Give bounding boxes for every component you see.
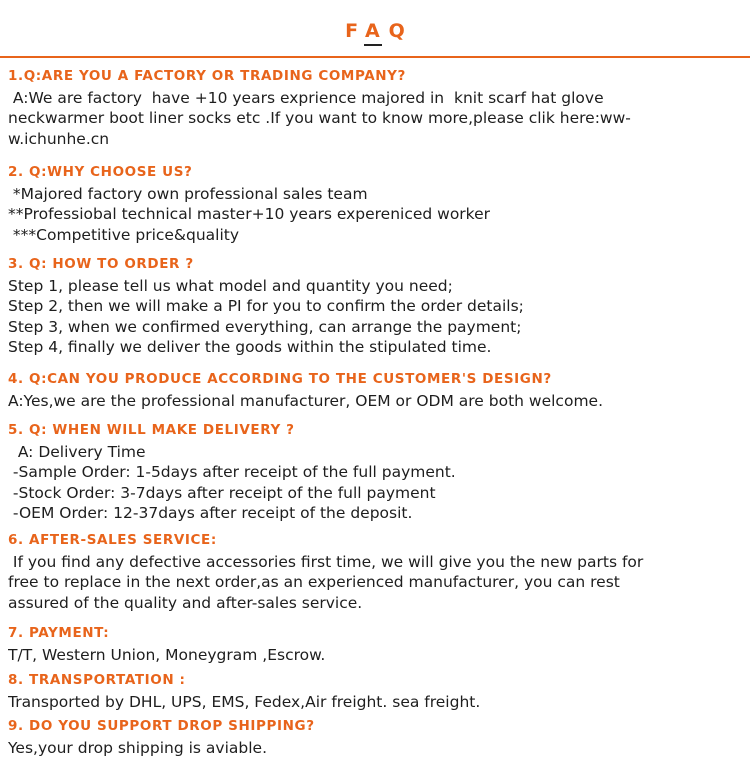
faq-answer-line: A:Yes,we are the professional manufacturer, OEM or ODM are both welcome. xyxy=(8,392,604,410)
faq-answer-line: *Majored factory own professional sales team xyxy=(8,185,368,203)
faq-item-4 xyxy=(8,369,743,411)
faq-answer-line: ***Competitive price&quality xyxy=(8,225,240,244)
faq-item-7 xyxy=(8,623,743,665)
faq-answer-line: **Professiobal technical master+10 years expereniced worker xyxy=(8,205,491,224)
faq-question: 9. DO YOU SUPPORT DROP SHIPPING? xyxy=(8,718,315,734)
faq-answer-line: Yes,your drop shipping is aviable. xyxy=(8,739,268,757)
faq-header xyxy=(0,18,750,44)
faq-question: 1.Q:ARE YOU A FACTORY OR TRADING COMPANY? xyxy=(8,68,406,84)
faq-item-5 xyxy=(8,420,743,523)
faq-item-6 xyxy=(8,530,743,613)
title-underline xyxy=(364,44,382,46)
faq-answer-line: Step 3, when we confirmed everything, can arrange the payment; xyxy=(8,317,522,336)
faq-item-9 xyxy=(8,716,743,758)
faq-question: 2. Q:WHY CHOOSE US? xyxy=(8,164,193,180)
faq-answer-line: Step 4, finally we deliver the goods within the stipulated time. xyxy=(8,337,492,356)
faq-question: 5. Q: WHEN WILL MAKE DELIVERY ? xyxy=(8,422,295,438)
page-title: FAQ xyxy=(345,20,414,42)
faq-answer-line: -Stock Order: 3-7days after receipt of the full payment xyxy=(8,483,436,502)
faq-answer-line: -OEM Order: 12-37days after receipt of the deposit. xyxy=(8,503,413,522)
faq-item-3 xyxy=(8,254,743,357)
faq-answer-line: free to replace in the next order,as an experienced manufacturer, you can rest xyxy=(8,573,620,592)
faq-answer-line: A: Delivery Time xyxy=(8,443,146,461)
faq-question: 6. AFTER-SALES SERVICE: xyxy=(8,532,217,548)
faq-answer-line: Transported by DHL, UPS, EMS, Fedex,Air freight. sea freight. xyxy=(8,693,481,711)
faq-answer-line: w.ichunhe.cn xyxy=(8,129,110,148)
faq-question: 7. PAYMENT: xyxy=(8,625,110,641)
faq-answer-line: If you find any defective accessories first time, we will give you the new parts for xyxy=(8,553,644,571)
faq-answer-line: Step 2, then we will make a PI for you to confirm the order details; xyxy=(8,297,524,316)
faq-item-1 xyxy=(8,66,743,149)
header-divider xyxy=(0,56,750,58)
faq-question: 3. Q: HOW TO ORDER ? xyxy=(8,256,194,272)
faq-answer-line: -Sample Order: 1-5days after receipt of the full payment. xyxy=(8,463,456,482)
faq-answer-line: A:We are factory have +10 years exprience majored in knit scarf hat glove xyxy=(8,89,604,107)
faq-item-8 xyxy=(8,670,743,712)
faq-question: 4. Q:CAN YOU PRODUCE ACCORDING TO THE CUSTOMER'S DESIGN? xyxy=(8,371,552,387)
faq-answer-line: assured of the quality and after-sales service. xyxy=(8,593,363,612)
faq-answer-line: neckwarmer boot liner socks etc .If you want to know more,please clik here:ww- xyxy=(8,109,631,128)
faq-item-2 xyxy=(8,162,743,245)
faq-answer-line: Step 1, please tell us what model and quantity you need; xyxy=(8,277,453,295)
faq-answer-line: T/T, Western Union, Moneygram ,Escrow. xyxy=(8,646,326,664)
faq-question: 8. TRANSPORTATION : xyxy=(8,672,186,688)
